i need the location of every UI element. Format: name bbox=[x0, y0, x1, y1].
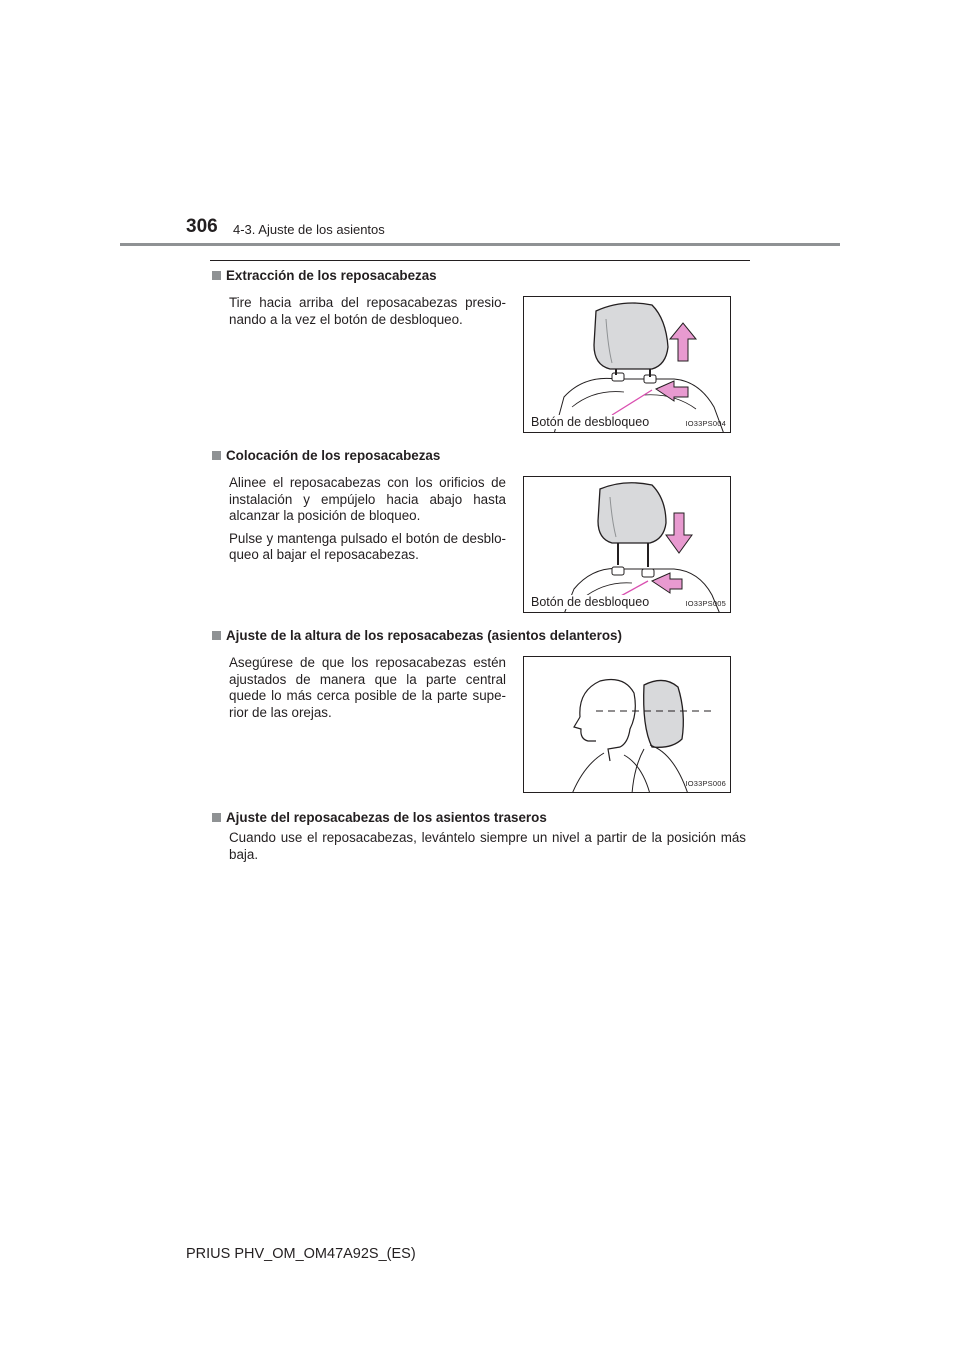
content-divider bbox=[210, 260, 750, 261]
square-bullet-icon bbox=[212, 631, 221, 640]
heading-text: Ajuste del reposacabezas de los asientos traseros bbox=[226, 810, 547, 825]
figure-code: IO33PS004 bbox=[685, 419, 726, 428]
heading-height-adjust bbox=[212, 628, 622, 643]
paragraph-installation bbox=[229, 475, 506, 564]
header-divider bbox=[120, 243, 840, 246]
page-number: 306 bbox=[186, 216, 218, 237]
heading-removal bbox=[212, 268, 437, 283]
paragraph-removal bbox=[229, 295, 506, 328]
paragraph-height-adjust bbox=[229, 655, 506, 721]
figure-code: IO33PS005 bbox=[685, 599, 726, 608]
paragraph-text: Alinee el reposacabezas con los orificios de instalación y empújelo hacia abajo hasta alcanzar la posición de bloqueo. bbox=[229, 475, 506, 523]
document-id-footer: PRIUS PHV_OM_OM47A92S_(ES) bbox=[186, 1246, 416, 1262]
release-button-label: Botón de desbloqueo bbox=[531, 415, 650, 429]
figure-headrest-installation bbox=[523, 476, 731, 613]
heading-rear-headrest bbox=[212, 810, 547, 825]
square-bullet-icon bbox=[212, 451, 221, 460]
heading-text: Ajuste de la altura de los reposacabezas (asientos delanteros) bbox=[226, 628, 622, 643]
paragraph-text: Asegúrese de que los reposacabezas estén ajustados de manera que la parte central quede lo más cerca posible de la parte supe-rior de las orejas. bbox=[229, 655, 506, 720]
headrest-installation-illustration bbox=[524, 477, 731, 613]
square-bullet-icon bbox=[212, 271, 221, 280]
paragraph-text: Cuando use el reposacabezas, levántelo siempre un nivel a partir de la posición más baja. bbox=[229, 830, 746, 862]
section-title: 4-3. Ajuste de los asientos bbox=[233, 222, 385, 237]
paragraph-text: Tire hacia arriba del reposacabezas presio-nando a la vez el botón de desbloqueo. bbox=[229, 295, 506, 327]
figure-code: IO33PS006 bbox=[685, 779, 726, 788]
heading-text: Colocación de los reposacabezas bbox=[226, 448, 441, 463]
headrest-height-illustration bbox=[524, 657, 731, 793]
headrest-removal-illustration bbox=[524, 297, 731, 433]
paragraph-text: Pulse y mantenga pulsado el botón de desblo-queo al bajar el reposacabezas. bbox=[229, 530, 506, 562]
heading-text: Extracción de los reposacabezas bbox=[226, 268, 437, 283]
square-bullet-icon bbox=[212, 813, 221, 822]
figure-headrest-removal bbox=[523, 296, 731, 433]
release-button-label: Botón de desbloqueo bbox=[531, 595, 650, 609]
paragraph-rear-headrest bbox=[229, 830, 746, 863]
heading-installation bbox=[212, 448, 440, 463]
figure-headrest-height bbox=[523, 656, 731, 793]
